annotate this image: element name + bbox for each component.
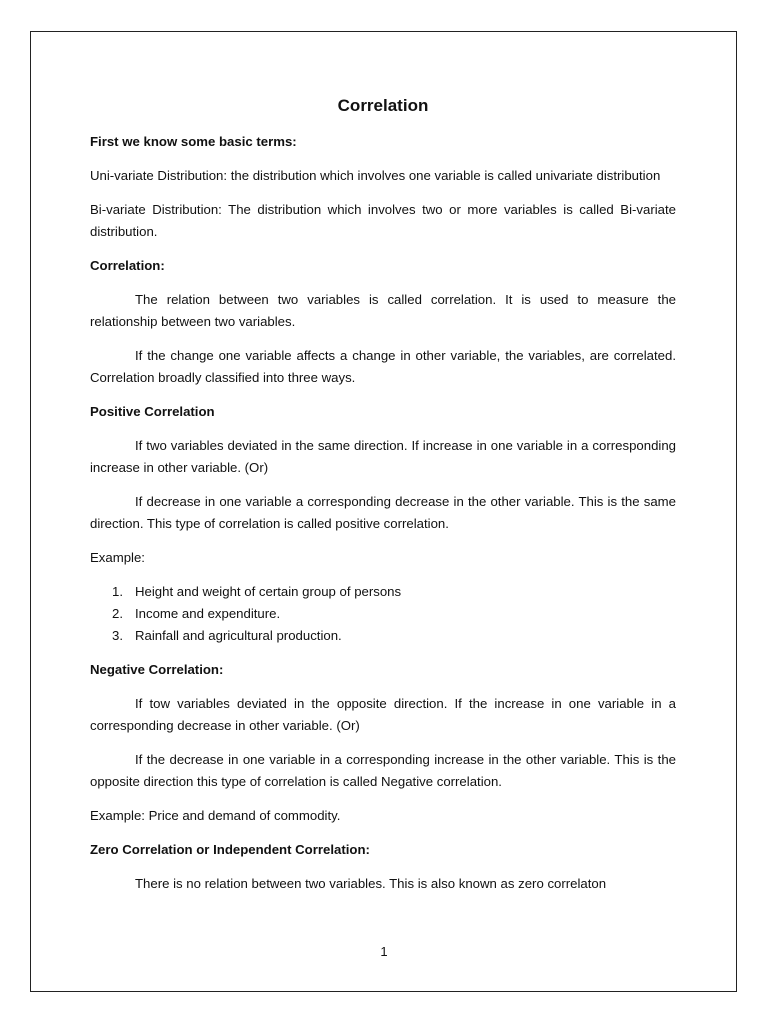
negative-correlation-heading: Negative Correlation:: [90, 662, 224, 677]
univariate-definition: Uni-variate Distribution: the distribution which involves one variable is called univariate distribution: [90, 168, 661, 183]
list-item: [90, 603, 676, 625]
list-item-number: 3.: [112, 628, 123, 643]
list-item-text: Height and weight of certain group of persons: [135, 584, 402, 599]
positive-paragraph-1: If two variables deviated in the same direction. If increase in one variable in a corresponding increase in other variable. (Or): [90, 438, 676, 475]
correlation-paragraph-1: The relation between two variables is called correlation. It is used to measure the relationship between two variables.: [90, 292, 676, 329]
positive-correlation-heading: Positive Correlation: [90, 404, 215, 419]
list-item: [90, 581, 676, 603]
page-title: Correlation: [337, 96, 429, 115]
negative-paragraph-2: If the decrease in one variable in a corresponding increase in the other variable. This is the opposite direction this type of correlation is called Negative correlation.: [90, 752, 676, 789]
page-number: 1: [380, 944, 388, 959]
zero-paragraph-1: There is no relation between two variables. This is also known as zero correlaton: [135, 876, 607, 891]
correlation-paragraph-2: If the change one variable affects a change in other variable, the variables, are correlated. Correlation broadly classified into three ways.: [90, 348, 676, 385]
list-item-number: 2.: [112, 606, 123, 621]
document-body: [90, 93, 676, 907]
example-list: [90, 581, 676, 647]
list-item-text: Income and expenditure.: [135, 606, 281, 621]
zero-correlation-heading: Zero Correlation or Independent Correlation:: [90, 842, 370, 857]
correlation-heading: Correlation:: [90, 258, 165, 273]
negative-paragraph-1: If tow variables deviated in the opposite direction. If the increase in one variable in a corresponding decrease in other variable. (Or): [90, 696, 676, 733]
negative-example: Example: Price and demand of commodity.: [90, 808, 341, 823]
list-item: [90, 625, 676, 647]
example-label: Example:: [90, 550, 145, 565]
intro-heading: First we know some basic terms:: [90, 134, 297, 149]
list-item-number: 1.: [112, 584, 123, 599]
list-item-text: Rainfall and agricultural production.: [135, 628, 342, 643]
bivariate-definition: Bi-variate Distribution: The distribution which involves two or more variables is called Bi-variate distribution.: [90, 202, 676, 239]
positive-paragraph-2: If decrease in one variable a corresponding decrease in the other variable. This is the same direction. This type of correlation is called positive correlation.: [90, 494, 676, 531]
